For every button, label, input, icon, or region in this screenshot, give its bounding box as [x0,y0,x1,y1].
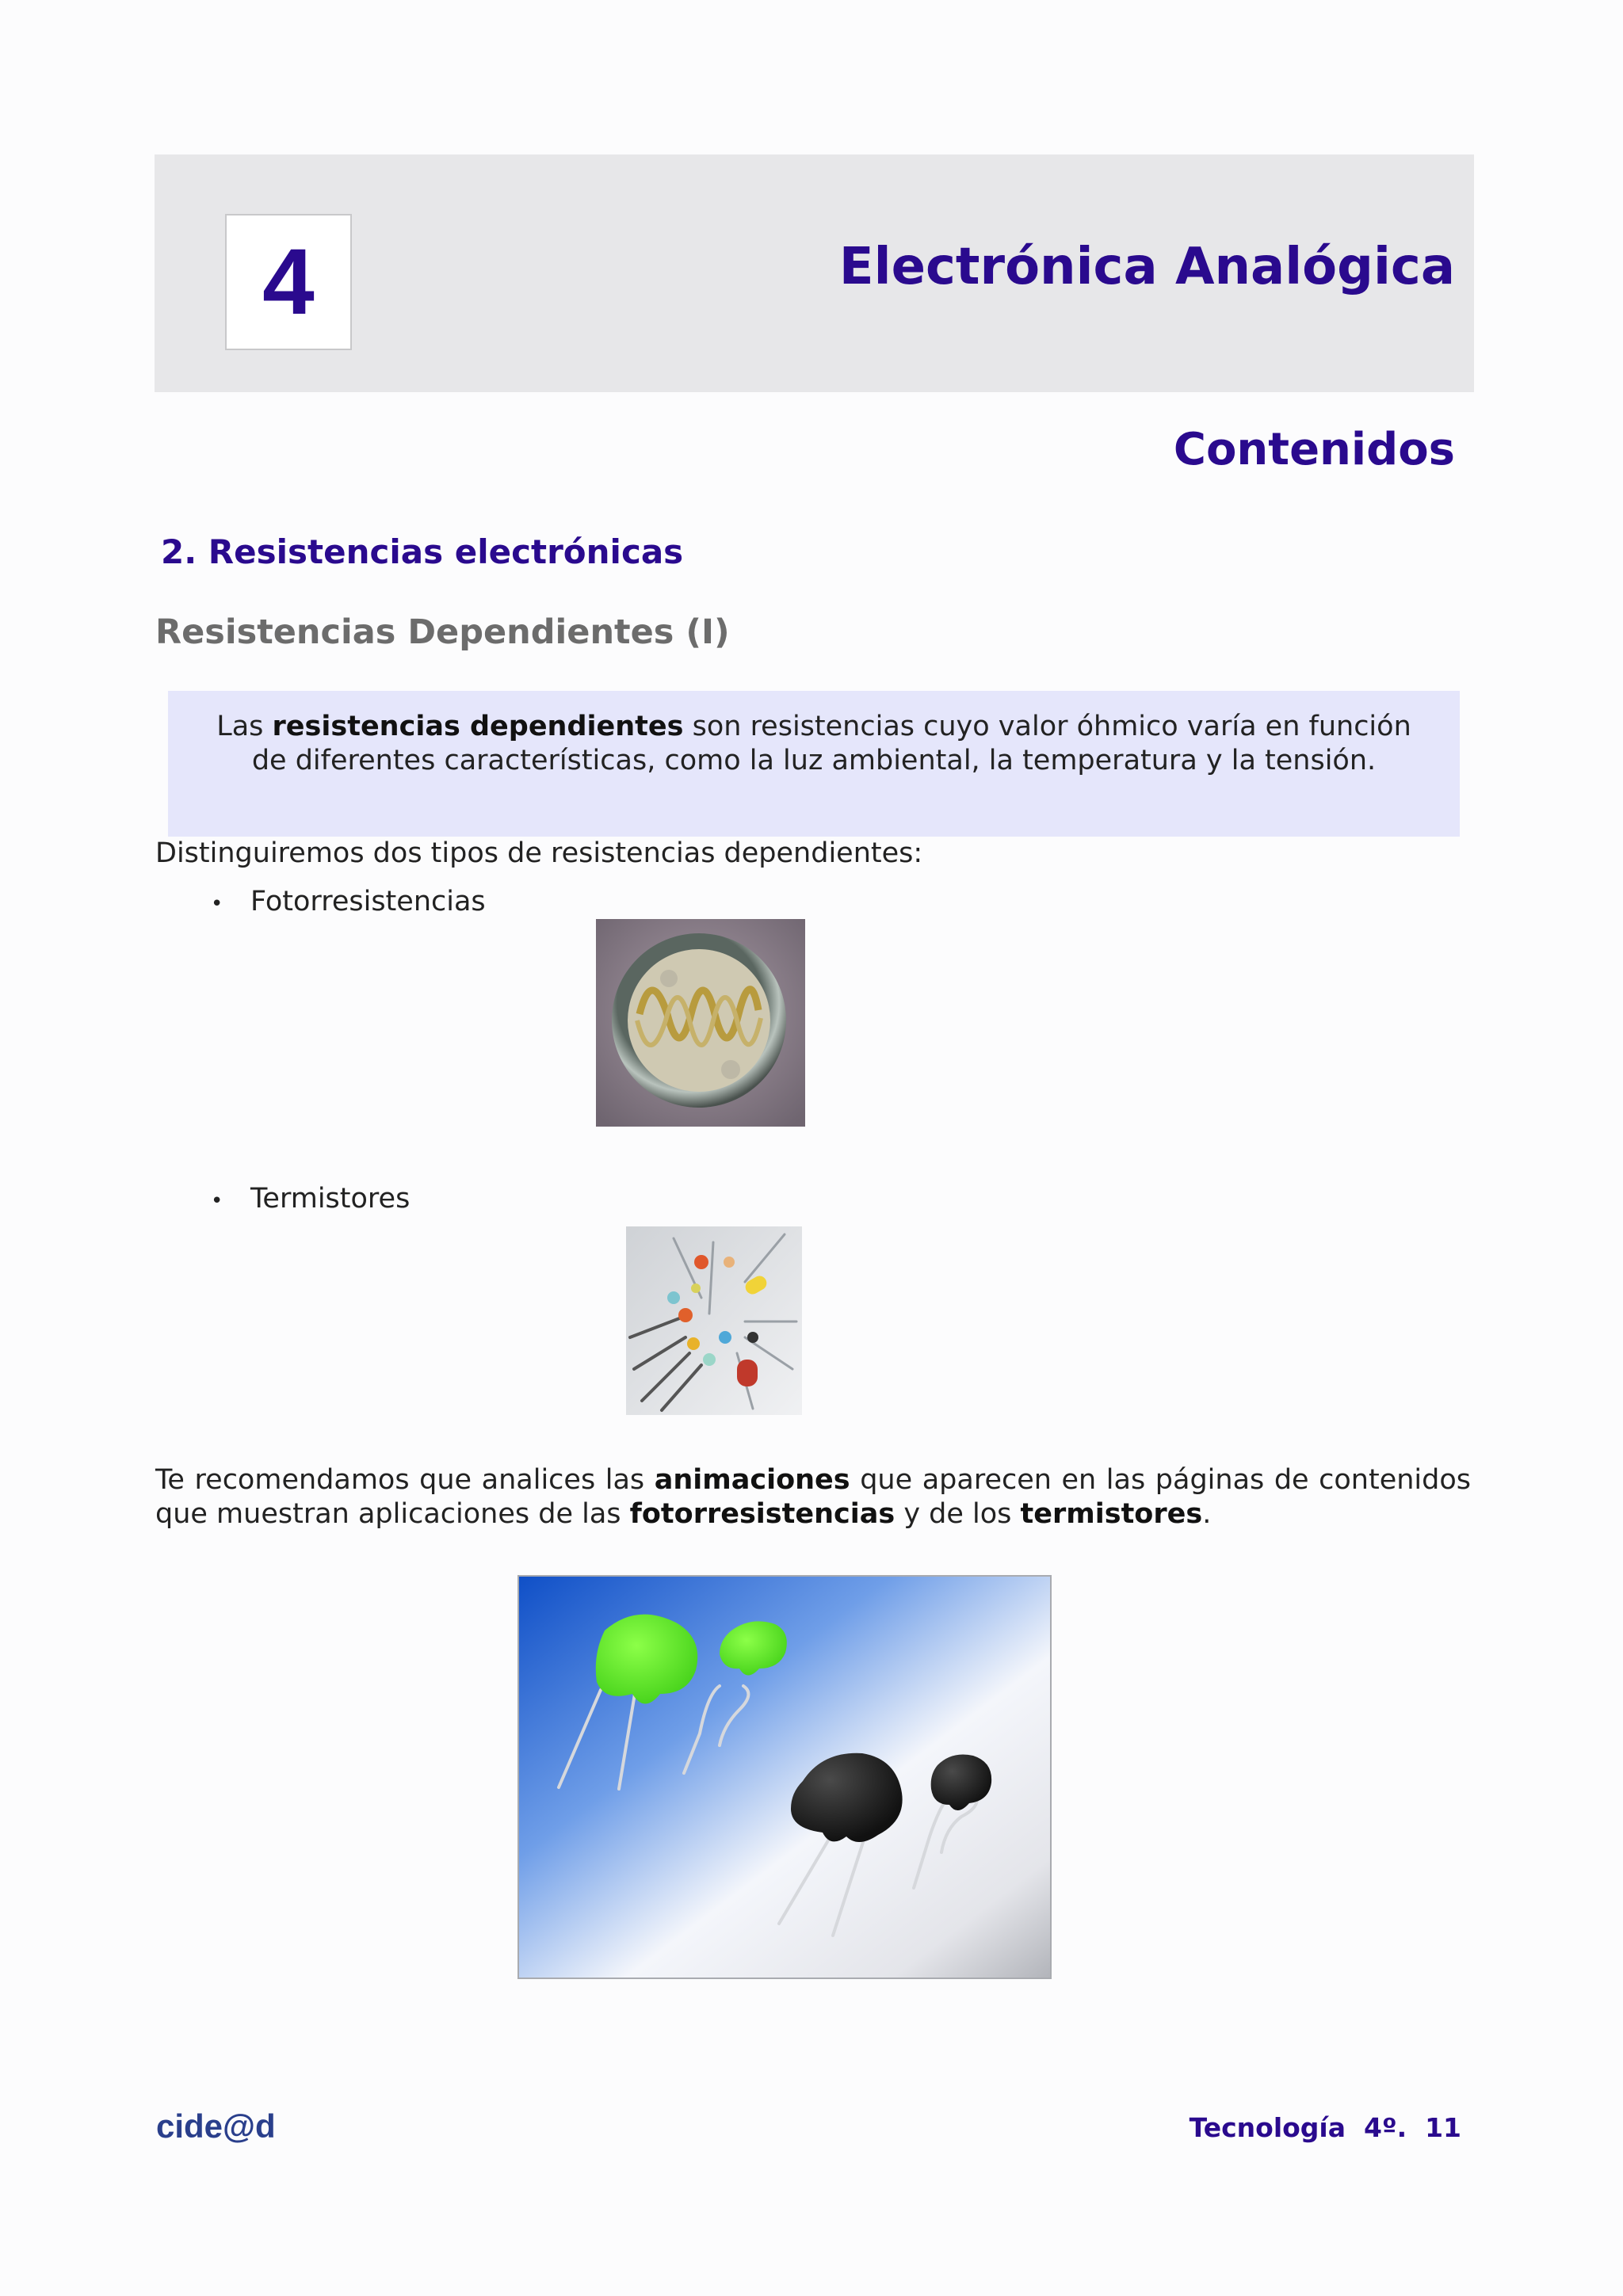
topic-heading: 2. Resistencias electrónicas [161,532,684,571]
list-item-thermistor [155,1182,410,1219]
intro-text: Distinguiremos dos tipos de resistencias dependientes: [155,837,923,869]
recommendation-thermistors: termistores [1020,1498,1203,1530]
definition-term: resistencias dependientes [272,711,684,742]
bullet-icon: • [211,892,223,916]
recommendation-animations: animaciones [654,1464,850,1496]
thermistors-image [626,1226,802,1415]
section-heading: Contenidos [1173,424,1455,475]
recommendation-part: y de los [895,1498,1021,1530]
subtopic-heading: Resistencias Dependientes (I) [155,612,730,652]
recommendation-photoresistors: fotorresistencias [629,1498,896,1530]
list-item-photoresistor [155,885,486,921]
recommendation-part: Te recomendamos que analices las [155,1464,655,1496]
definition-text-end: son resistencias cuyo valor óhmico varía en función de diferentes características, como la luz ambiental, la temperatura y la tensión. [251,711,1411,776]
recommendation-part: que aparecen en las páginas de contenidos que muestran aplicaciones de las [155,1464,1472,1530]
recommendation-part: . [1202,1498,1212,1530]
photoresistor-image [596,919,805,1127]
list-item-label: Fotorresistencias [250,886,486,917]
list-item-label: Termistores [250,1183,411,1215]
definition-box [168,691,1460,837]
definition-text-start: Las [216,711,273,742]
unit-title: Electrónica Analógica [838,238,1455,296]
chapter-number: 4 [225,214,352,350]
recommendation-text [155,1463,1471,1531]
thermistor-illustration [517,1575,1052,1979]
footer-brand-logo: cide@d [156,2107,276,2145]
bullet-icon: • [211,1189,223,1213]
footer-page-label: Tecnología 4º. 11 [1189,2112,1461,2143]
